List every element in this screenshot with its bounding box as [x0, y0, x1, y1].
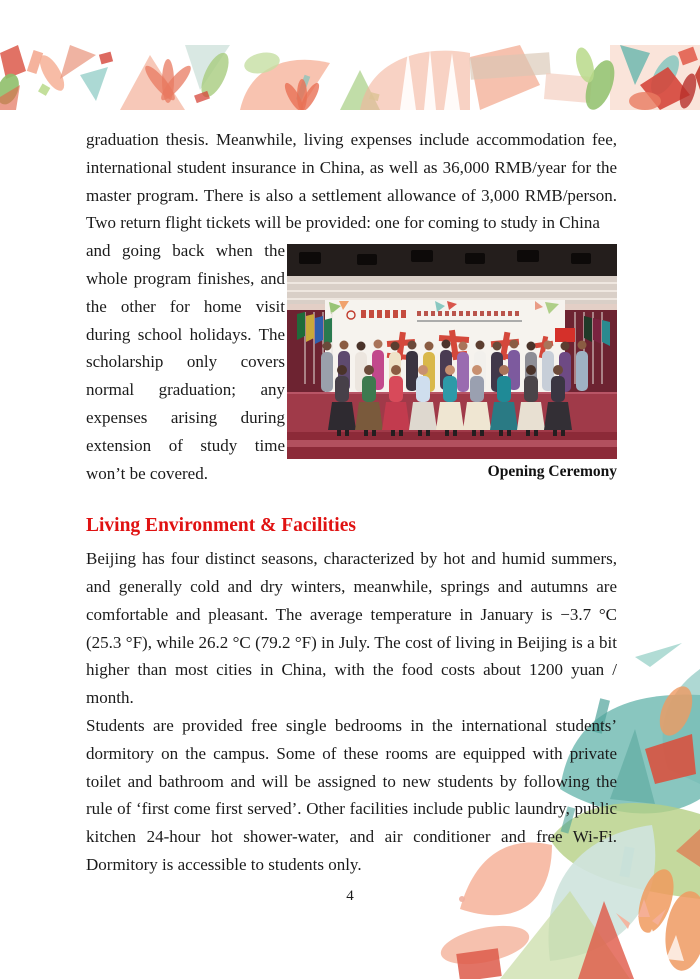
opening-ceremony-figure — [287, 244, 617, 483]
text-photo-wrap-section — [86, 237, 617, 489]
page-number: 4 — [346, 888, 354, 904]
photo-caption: Opening Ceremony — [487, 463, 617, 481]
page-content — [86, 126, 617, 879]
top-decoration-band — [0, 45, 700, 110]
paragraph-scholarship: graduation thesis. Meanwhile, living expenses include accommodation fee, international student insurance in China, as well as 36,000 RMB/year for the master program. There is also a settlement allowance of 3,000 RMB/person. Two return flight tickets will be provided: one for coming to study in China — [86, 130, 617, 233]
paragraph-living-environment: Beijing has four distinct seasons, characterized by hot and humid summers, and generally cold and dry winters, meanwhile, springs and autumns are comfortable and pleasant. The average temperature in January is −3.7 °C (25.3 °F), while 26.2 °C (79.2 °F) in July. The cost of living in Beijing is a bit higher than most cities in China, with the food costs about 1200 yuan / month. — [86, 549, 617, 708]
opening-ceremony-photo — [287, 244, 617, 459]
paragraph-scholarship-continued: and going back when the whole program finishes, and the other for home visit during school holidays. The scholarship only covers normal graduation; any expenses arising during extension of study time won’t be covered. — [86, 241, 285, 483]
section-heading: Living Environment & Facilities — [86, 515, 356, 537]
paragraph-dormitory: Students are provided free single bedrooms in the international students’ dormitory on the campus. Some of these rooms are equipped with private toilet and bathroom and will be assigned to new students by following the rule of ‘first come first served’. Other facilities include public laundry, public kitchen 24-hour hot shower-water, and air conditioner and free Wi-Fi. Dormitory is accessible to students only. — [86, 715, 617, 874]
